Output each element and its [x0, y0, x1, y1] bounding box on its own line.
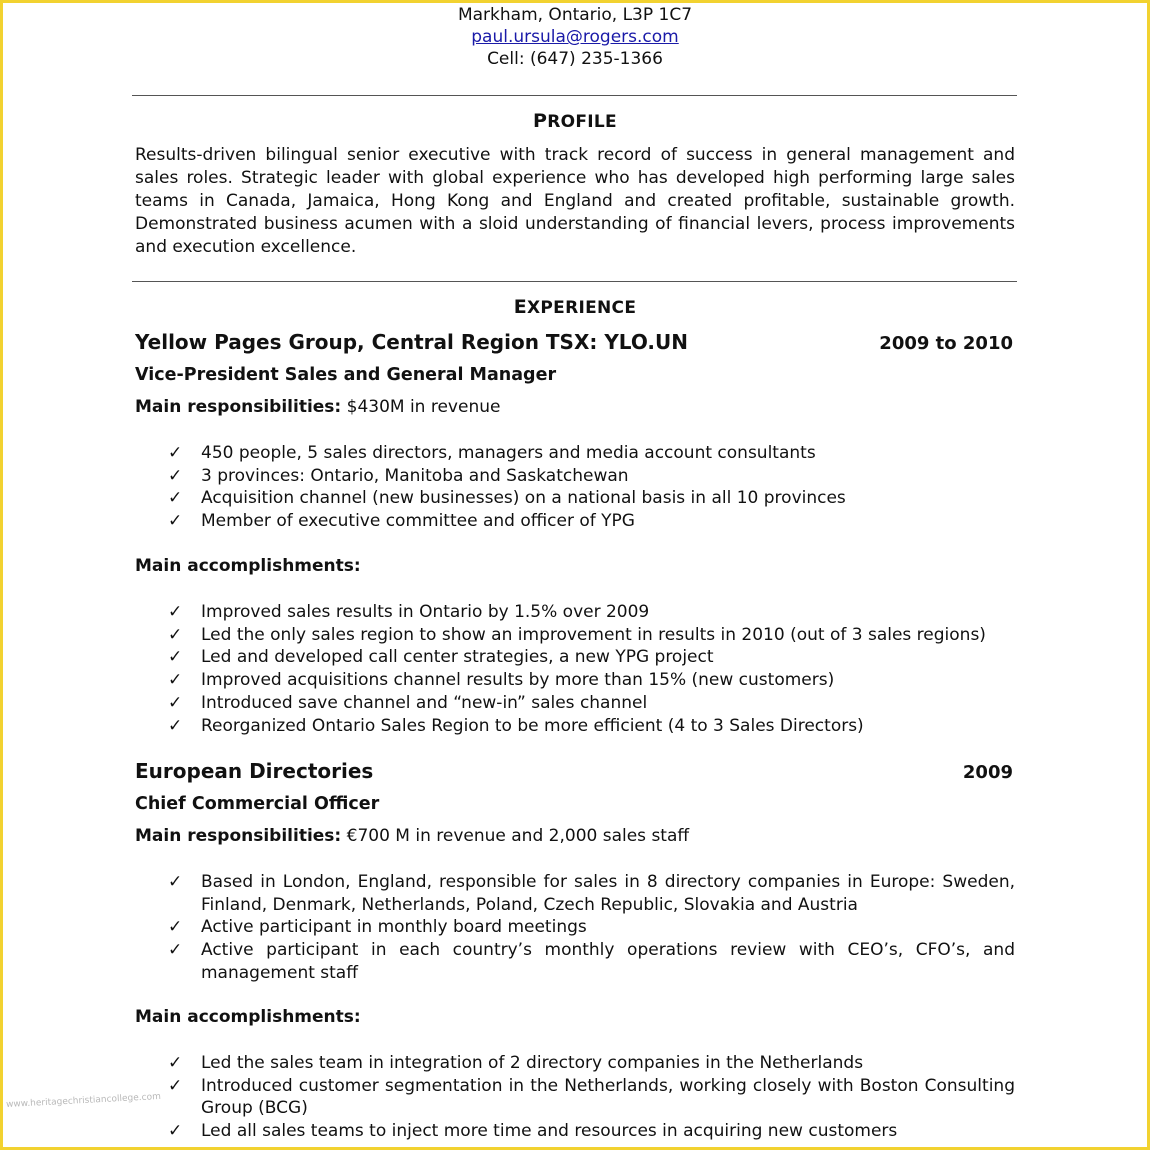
list-item-text: Led the only sales region to show an improvement in results in 2010 (out of 3 sales regions) — [201, 624, 986, 645]
list-item-text: Improved acquisitions channel results by more than 15% (new customers) — [201, 670, 835, 691]
list-item-text: Introduced save channel and “new-in” sales channel — [201, 692, 648, 713]
list-item-text: 450 people, 5 sales directors, managers and media account consultants — [201, 443, 816, 463]
job-responsibilities-summary: Main responsibilities: €700 M in revenue and 2,000 sales staff — [135, 826, 690, 846]
watermark-text: www.heritagechristiancollege.com — [5, 1091, 162, 1111]
list-item-text: Reorganized Ontario Sales Region to be more efficient (4 to 3 Sales Directors) — [201, 715, 864, 736]
list-item — [168, 692, 1015, 715]
list-item — [168, 669, 1015, 692]
accomplishment-list — [168, 601, 1015, 737]
list-item-text: Acquisition channel (new businesses) on a national basis in all 10 provinces — [201, 488, 846, 509]
list-item-text: Led and developed call center strategies, a new YPG project — [201, 647, 714, 668]
contact-address: Markham, Ontario, L3P 1C7 — [457, 5, 693, 25]
profile-text: Results-driven bilingual senior executive with track record of success in general management and sales roles. Strategic leader with global experience who has developed high performing large sales teams in Canada, Jamaica, Hong Kong and England and created profitable, sustainable growth. Demonstrated business acumen with a sloid understanding of financial levers, process improvements and execution excellence. — [135, 145, 1015, 257]
checkmark-icon: ✓ — [168, 1075, 183, 1096]
list-item-text: Member of executive committee and officer of YPG — [201, 511, 635, 532]
job-years: 2009 — [962, 762, 1013, 783]
job-company: European Directories — [135, 759, 374, 783]
list-item-text: Introduced customer segmentation in the Netherlands, working closely with Boston Consulting Group (BCG) — [201, 1075, 1015, 1119]
accomplishments-heading: Main accomplishments: — [135, 556, 361, 576]
checkmark-icon: ✓ — [168, 465, 183, 486]
list-item — [168, 939, 1015, 984]
list-item-text: Based in London, England, responsible for sales in 8 directory companies in Europe: Sweden, Finland, Denmark, Netherlands, Poland, Czech Republic, Slovakia and Austria — [201, 872, 1015, 915]
list-item — [168, 1052, 1015, 1075]
list-item-text: Led all sales teams to inject more time and resources in acquiring new customers — [201, 1121, 898, 1142]
list-item — [168, 510, 1015, 533]
checkmark-icon: ✓ — [168, 940, 183, 961]
checkmark-icon: ✓ — [168, 715, 183, 736]
checkmark-icon: ✓ — [168, 917, 183, 938]
contact-email-link[interactable]: paul.ursula@rogers.com — [471, 27, 679, 47]
job-years: 2009 to 2010 — [879, 333, 1013, 354]
list-item — [168, 1075, 1015, 1120]
checkmark-icon: ✓ — [168, 692, 183, 713]
checkmark-icon: ✓ — [168, 488, 183, 509]
list-item-text: Active participant in monthly board meetings — [201, 917, 587, 938]
checkmark-icon: ✓ — [168, 602, 183, 622]
accomplishments-heading: Main accomplishments: — [135, 1007, 361, 1027]
list-item — [168, 1120, 1015, 1143]
checkmark-icon: ✓ — [168, 1121, 183, 1142]
list-item — [168, 715, 1015, 738]
list-item-text: Active participant in each country’s monthly operations review with CEO’s, CFO’s, and management staff — [201, 940, 1015, 983]
experience-heading: EXPERIENCE — [513, 296, 637, 318]
list-item — [168, 624, 1015, 647]
checkmark-icon: ✓ — [168, 670, 183, 691]
checkmark-icon: ✓ — [168, 443, 183, 463]
checkmark-icon: ✓ — [168, 511, 183, 532]
checkmark-icon: ✓ — [168, 1053, 183, 1073]
list-item — [168, 601, 1015, 624]
responsibility-list — [168, 442, 1015, 533]
contact-cell: Cell: (647) 235-1366 — [487, 49, 663, 69]
resume-page — [135, 0, 1015, 1142]
list-item — [168, 442, 1015, 465]
job-responsibilities-summary: Main responsibilities: $430M in revenue — [135, 397, 501, 417]
checkmark-icon: ✓ — [168, 647, 183, 668]
list-item — [168, 916, 1015, 939]
list-item — [168, 465, 1015, 488]
accomplishment-list — [168, 1052, 1015, 1143]
list-item-text: Improved sales results in Ontario by 1.5% over 2009 — [201, 602, 650, 622]
list-item — [168, 646, 1015, 669]
responsibility-list — [168, 871, 1015, 985]
list-item-text: 3 provinces: Ontario, Manitoba and Saskatchewan — [201, 465, 629, 486]
list-item — [168, 487, 1015, 510]
contact-block — [135, 0, 1015, 70]
checkmark-icon: ✓ — [168, 624, 183, 645]
profile-heading: PROFILE — [533, 110, 617, 132]
checkmark-icon: ✓ — [168, 872, 183, 892]
divider — [132, 95, 1017, 96]
job-company: Yellow Pages Group, Central Region TSX: YLO.UN — [135, 330, 688, 354]
list-item-text: Led the sales team in integration of 2 directory companies in the Netherlands — [201, 1053, 864, 1073]
divider — [132, 281, 1017, 282]
job-role: Vice-President Sales and General Manager — [135, 365, 557, 385]
job-role: Chief Commercial Officer — [135, 794, 380, 814]
list-item — [168, 871, 1015, 916]
